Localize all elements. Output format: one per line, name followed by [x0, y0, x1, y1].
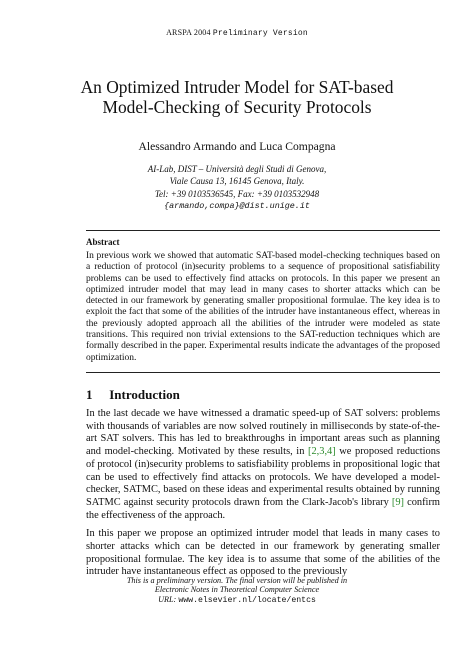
- running-header: [0, 28, 474, 38]
- affiliation: [0, 163, 474, 213]
- footer-line-2: Electronic Notes in Theoretical Computer Science: [154, 585, 320, 595]
- affiliation-line-2: Viale Causa 13, 16145 Genova, Italy.: [169, 176, 305, 187]
- page-footer: [0, 576, 474, 605]
- footer-line-1: This is a preliminary version. The final version will be published in: [126, 576, 348, 585]
- header-label: Preliminary Version: [212, 29, 308, 38]
- intro-paragraph-1: [86, 408, 440, 522]
- paper-title: [40, 77, 434, 117]
- section-heading: [86, 387, 180, 403]
- author-email: {armando,compa}@dist.unige.it: [164, 201, 310, 212]
- title-line-1: An Optimized Intruder Model for SAT-based: [80, 77, 394, 97]
- section-number: 1: [86, 387, 93, 402]
- intro-paragraph-2: In this paper we propose an optimized intruder model that leads in many cases to shorter attacks which can be detected in our framework by generating smaller propositional formulae. The key idea is to assume that some of the abilities of the intruder have instantaneous effect as opposed to the previously: [86, 528, 440, 578]
- author-list: Alessandro Armando and Luca Compagna: [138, 140, 336, 153]
- section-title: Introduction: [109, 387, 180, 402]
- intro-text-run: confirm the effectiveness of the approach.: [86, 496, 440, 521]
- intro-text-run: we proposed reductions of protocol (in)security problems to satisfiability problems in propositional logic that can be used to effectively find attacks on protocols. We have developed a model-checker, SATMC, based on these ideas and experimental results obtained by running SATMC against security protocols drawn from the Clark-Jacob's library: [86, 446, 440, 508]
- affiliation-line-3: Tel: +39 0103536545, Fax: +39 0103532948: [154, 188, 320, 199]
- footer-url-link[interactable]: www.elsevier.nl/locate/entcs: [178, 595, 316, 605]
- title-line-2: Model-Checking of Security Protocols: [102, 97, 372, 117]
- footer-url-line: [0, 595, 474, 605]
- header-prefix: ARSPA 2004: [166, 28, 211, 37]
- abstract-rule-bottom: [86, 372, 440, 373]
- footer-url-label: URL:: [158, 594, 177, 604]
- citation-link[interactable]: [9]: [391, 496, 405, 508]
- intro-text-run: In the last decade we have witnessed a dramatic speed-up of SAT solvers: problems with thousands of variables are now solved routinely in milliseconds by state-of-the-art SAT solvers. This has led to breakthroughs in important areas such as planning and model-checking. Motivated by these results, in: [86, 408, 440, 458]
- citation-link[interactable]: [2,3,4]: [308, 446, 336, 458]
- affiliation-line-1: AI-Lab, DIST – Università degli Studi di Genova,: [147, 164, 327, 174]
- abstract-text: In previous work we showed that automatic SAT-based model-checking techniques based on a reduction of protocol (in)security problems to a sequence of propositional satisfiability problems can be used to effectively find attacks on protocols. In this paper we present an optimized intruder model that may lead in many cases to shorter attacks which can be detected in our framework by generating smaller propositional formulae. The key idea is to exploit the fact that some of the abilities of the intruder have instantaneous effect, whereas in the previously adopted approach all the abilities of the intruder were modeled as state transitions. This required non trivial extensions to the SAT-reduction techniques which are formally described in the paper. Experimental results indicate the advantages of the proposed optimization.: [86, 251, 440, 363]
- abstract-rule-top: [86, 230, 440, 231]
- introduction-body: [86, 408, 440, 579]
- abstract-heading: Abstract: [86, 237, 120, 247]
